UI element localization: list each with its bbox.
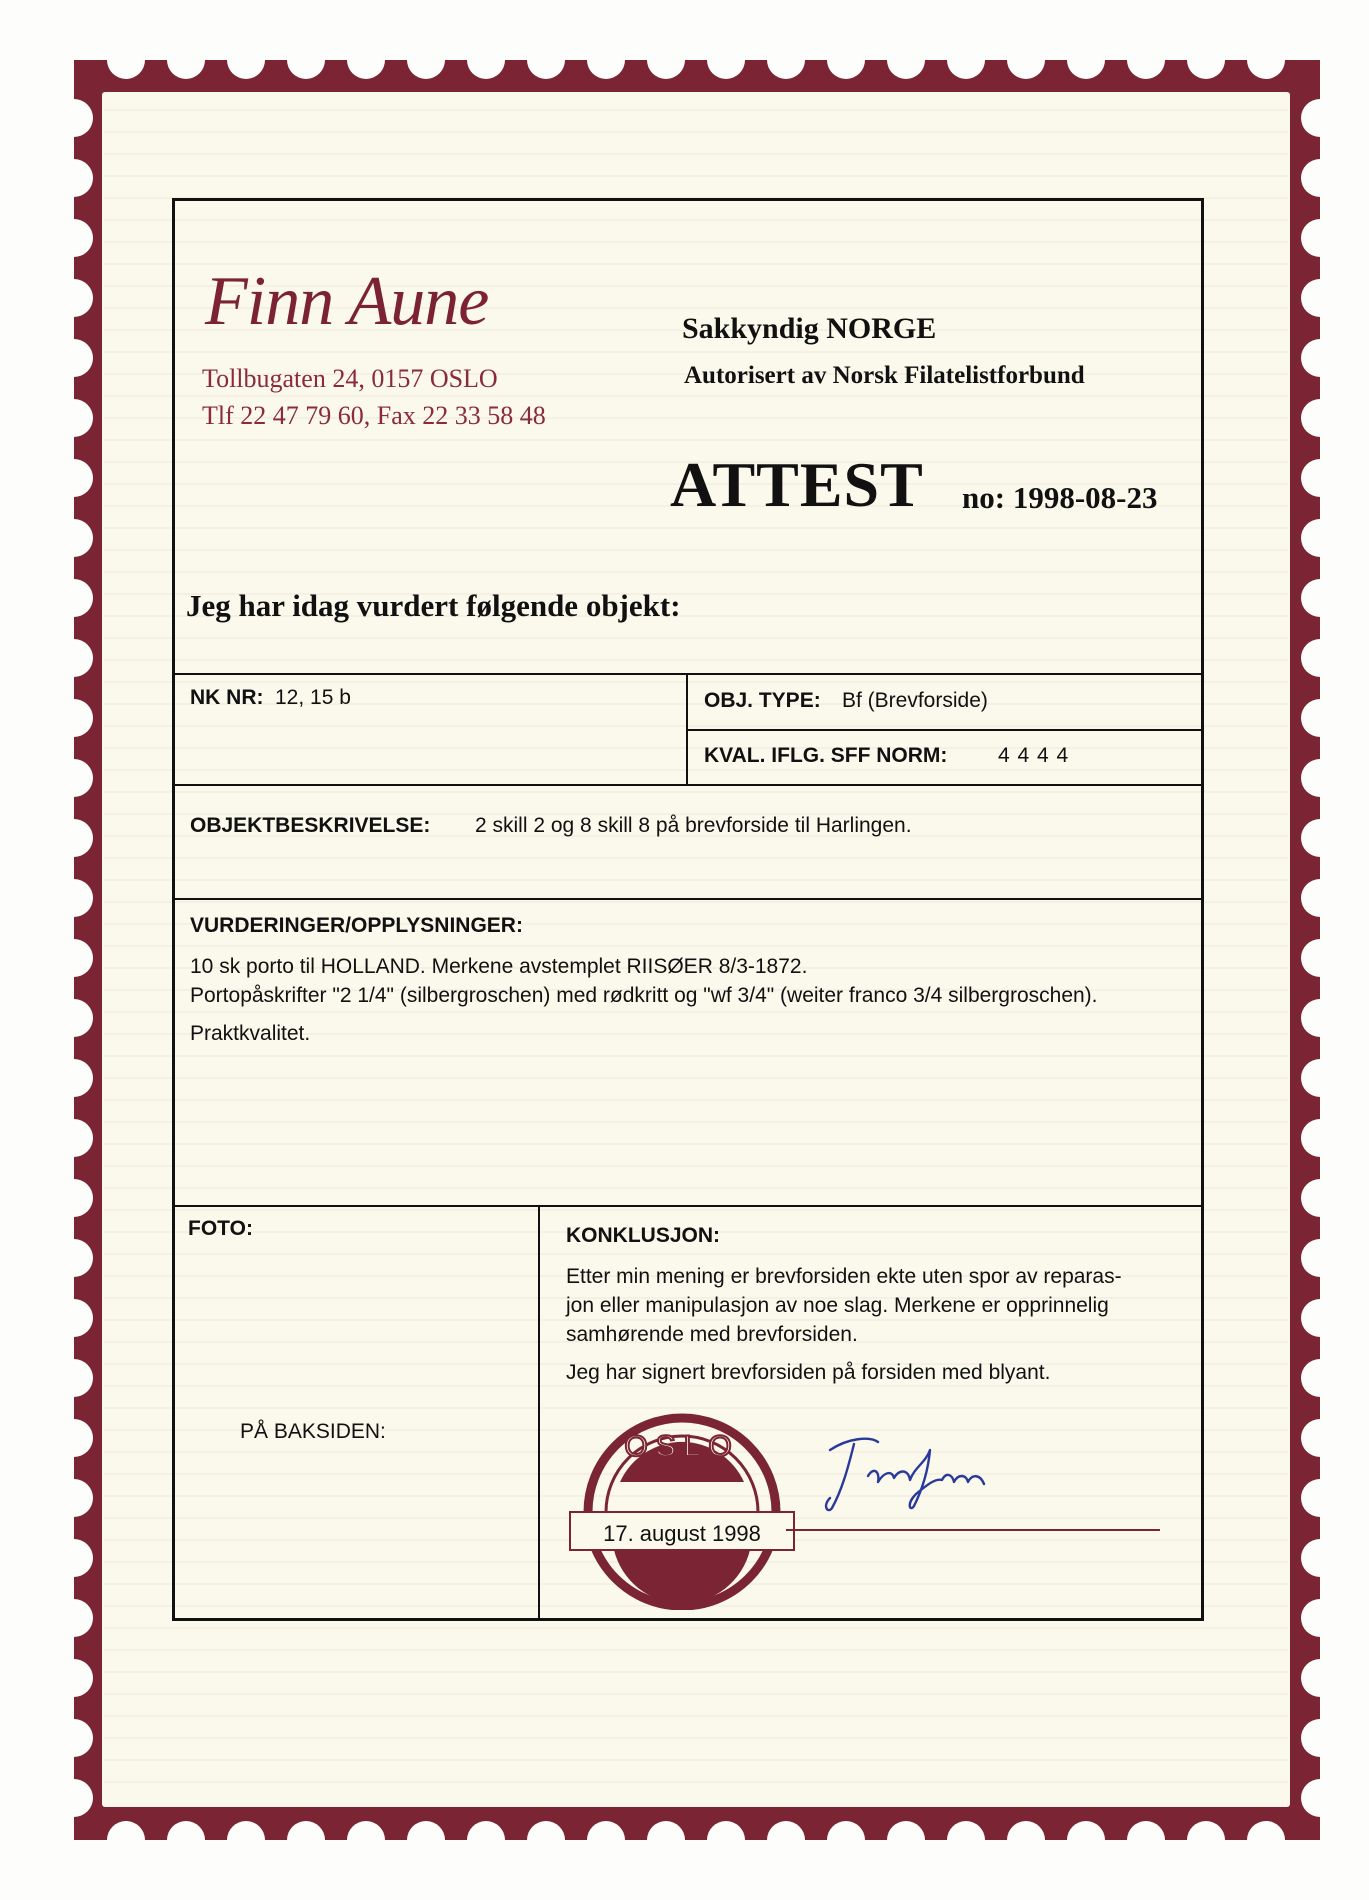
conclusion-line: jon eller manipulasjon av noe slag. Merkene er opprinnelig — [566, 1294, 1109, 1317]
divider — [172, 898, 1204, 900]
authority-subtitle: Autorisert av Norsk Filatelistforbund — [684, 362, 1085, 389]
signature-line — [786, 1529, 1160, 1531]
foto-note: PÅ BAKSIDEN: — [240, 1420, 386, 1443]
kval-value: 4 4 4 4 — [998, 744, 1070, 767]
oslo-date-stamp — [562, 1400, 802, 1610]
intro-text: Jeg har idag vurdert følgende objekt: — [186, 588, 681, 623]
stamp-city: OSLO — [624, 1430, 740, 1463]
conclusion-line: Etter min mening er brevforsiden ekte uten spor av reparas- — [566, 1265, 1122, 1288]
certificate-heading: ATTEST — [670, 449, 924, 520]
assessment-label: VURDERINGER/OPPLYSNINGER: — [190, 914, 523, 937]
description-label: OBJEKTBESKRIVELSE: — [190, 814, 431, 837]
certificate-number: no: 1998-08-23 — [962, 480, 1158, 515]
conclusion-line: samhørende med brevforsiden. — [566, 1323, 858, 1346]
nk-nr-label: NK NR: — [190, 686, 264, 709]
divider — [686, 729, 1204, 731]
stamp-date: 17. august 1998 — [603, 1521, 761, 1546]
letterhead-phone: Tlf 22 47 79 60, Fax 22 33 58 48 — [202, 401, 546, 430]
description-value: 2 skill 2 og 8 skill 8 på brevforside til Harlingen. — [475, 814, 912, 837]
letterhead-name: Finn Aune — [205, 263, 489, 340]
letterhead-address: Tollbugaten 24, 0157 OSLO — [202, 364, 498, 393]
obj-type-value: Bf (Brevforside) — [842, 689, 988, 712]
kval-label: KVAL. IFLG. SFF NORM: — [704, 744, 948, 767]
handwritten-signature — [818, 1428, 998, 1518]
authority-title: Sakkyndig NORGE — [682, 312, 937, 345]
signed-line: Jeg har signert brevforsiden på forsiden med blyant. — [566, 1361, 1051, 1384]
assessment-line: 10 sk porto til HOLLAND. Merkene avstemplet RIISØER 8/3-1872. — [190, 955, 808, 978]
divider — [172, 673, 1204, 675]
assessment-line: Praktkvalitet. — [190, 1022, 311, 1045]
divider — [172, 784, 1204, 786]
obj-type-label: OBJ. TYPE: — [704, 689, 821, 712]
divider — [538, 1205, 540, 1621]
assessment-line: Portopåskrifter "2 1/4" (silbergroschen) med rødkritt og "wf 3/4" (weiter franco 3/4 silbergroschen). — [190, 984, 1098, 1007]
conclusion-label: KONKLUSJON: — [566, 1224, 721, 1247]
nk-nr-value: 12, 15 b — [275, 686, 351, 709]
divider — [172, 1205, 1204, 1207]
foto-label: FOTO: — [188, 1217, 253, 1240]
